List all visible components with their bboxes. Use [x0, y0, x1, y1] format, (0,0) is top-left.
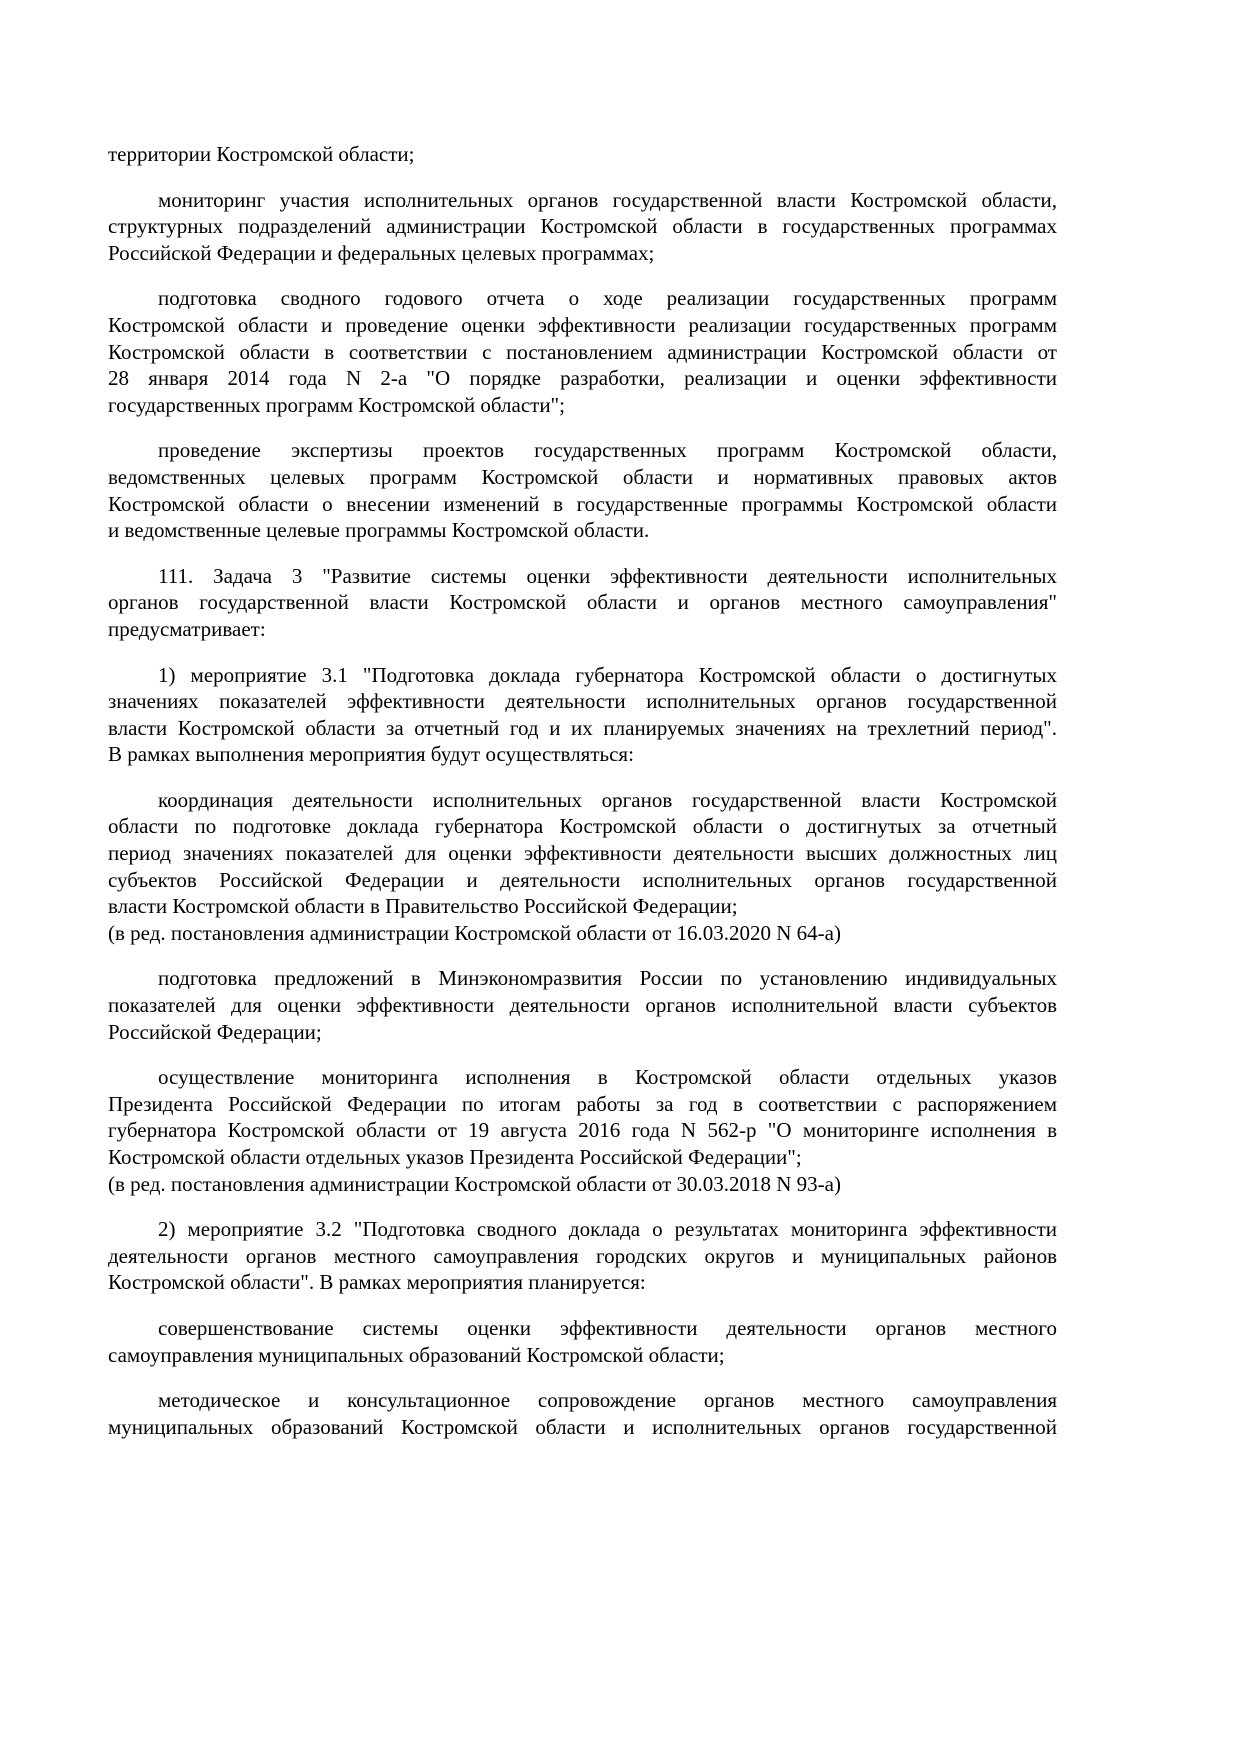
text-line: В рамках выполнения мероприятия будут осуществляться: [108, 742, 634, 767]
text-line: Президента Российской Федерации по итогам работы за год в соответствии с распоряжением [108, 1091, 1057, 1116]
text-line: Российской Федерации и федеральных целевых программах; [108, 240, 655, 265]
text-line: Костромской области в соответствии с постановлением администрации Костромской области от [108, 339, 1057, 364]
paragraph [108, 1064, 1057, 1197]
text-line: проведение экспертизы проектов государственных программ Костромской области, [158, 438, 1057, 463]
text-line: значениях показателей эффективности деятельности исполнительных органов государственной [108, 689, 1057, 714]
text-line: и ведомственные целевые программы Костромской области. [108, 518, 650, 543]
text-line: структурных подразделений администрации Костромской области в государственных программах [108, 214, 1057, 239]
text-line: территории Костромской области; [108, 142, 415, 166]
text-line: предусматривает: [108, 616, 266, 641]
text-line: государственных программ Костромской области"; [108, 392, 565, 417]
text-line: 111. Задача 3 "Развитие системы оценки эффективности деятельности исполнительных [158, 563, 1057, 588]
paragraph [108, 1387, 1057, 1440]
paragraph [108, 1315, 1057, 1368]
text-line: Российской Федерации; [108, 1019, 322, 1044]
text-line: осуществление мониторинга исполнения в Костромской области отдельных указов [158, 1065, 1057, 1090]
paragraph [108, 965, 1057, 1045]
text-line: Костромской области отдельных указов Президента Российской Федерации"; [108, 1145, 802, 1169]
text-line: власти Костромской области за отчетный год и их планируемых значениях на трехлетний период". [108, 715, 1057, 740]
text-line: период значениях показателей для оценки эффективности деятельности высших должностных лиц [108, 841, 1057, 866]
paragraph [108, 141, 1057, 168]
document-page [108, 141, 1057, 1459]
text-line: 28 января 2014 года N 2-а "О порядке разработки, реализации и оценки эффективности [108, 366, 1057, 391]
text-line: показателей для оценки эффективности деятельности органов исполнительной власти субъектов [108, 993, 1057, 1018]
amendment-note: (в ред. постановления администрации Костромской области от 30.03.2018 N 93-а) [108, 1171, 841, 1196]
paragraph [108, 787, 1057, 947]
text-line: власти Костромской области в Правительство Российской Федерации; [108, 894, 738, 919]
text-line: 2) мероприятие 3.2 "Подготовка сводного доклада о результатах мониторинга эффективности [158, 1217, 1057, 1242]
paragraph [108, 437, 1057, 543]
text-line: субъектов Российской Федерации и деятельности исполнительных органов государственной [108, 867, 1057, 892]
text-line: самоуправления муниципальных образований Костромской области; [108, 1342, 725, 1367]
text-line: Костромской области и проведение оценки эффективности реализации государственных программ [108, 312, 1057, 337]
text-line: подготовка сводного годового отчета о ходе реализации государственных программ [158, 286, 1057, 311]
paragraph [108, 563, 1057, 643]
paragraph [108, 187, 1057, 267]
text-line: ведомственных целевых программ Костромской области и нормативных правовых актов [108, 464, 1057, 489]
text-line: органов государственной власти Костромской области и органов местного самоуправления" [108, 590, 1057, 615]
paragraph [108, 285, 1057, 418]
text-line: методическое и консультационное сопровождение органов местного самоуправления [158, 1388, 1057, 1413]
amendment-note: (в ред. постановления администрации Костромской области от 16.03.2020 N 64-а) [108, 920, 841, 945]
text-line: Костромской области о внесении изменений в государственные программы Костромской области [108, 491, 1057, 516]
text-line: подготовка предложений в Минэкономразвития России по установлению индивидуальных [158, 966, 1057, 991]
paragraph [108, 1216, 1057, 1296]
text-line: мониторинг участия исполнительных органов государственной власти Костромской области, [158, 187, 1057, 212]
text-line: Костромской области". В рамках мероприятия планируется: [108, 1270, 646, 1295]
text-line: губернатора Костромской области от 19 августа 2016 года N 562-р "О мониторинге исполнения в [108, 1118, 1057, 1143]
paragraph [108, 662, 1057, 768]
text-line: координация деятельности исполнительных органов государственной власти Костромской [158, 787, 1057, 812]
text-line: муниципальных образований Костромской области и исполнительных органов государственной [108, 1414, 1057, 1439]
text-line: совершенствование системы оценки эффективности деятельности органов местного [158, 1315, 1057, 1340]
text-line: деятельности органов местного самоуправления городских округов и муниципальных районов [108, 1243, 1057, 1268]
text-line: 1) мероприятие 3.1 "Подготовка доклада губернатора Костромской области о достигнутых [158, 662, 1057, 687]
text-line: области по подготовке доклада губернатора Костромской области о достигнутых за отчетный [108, 814, 1057, 839]
